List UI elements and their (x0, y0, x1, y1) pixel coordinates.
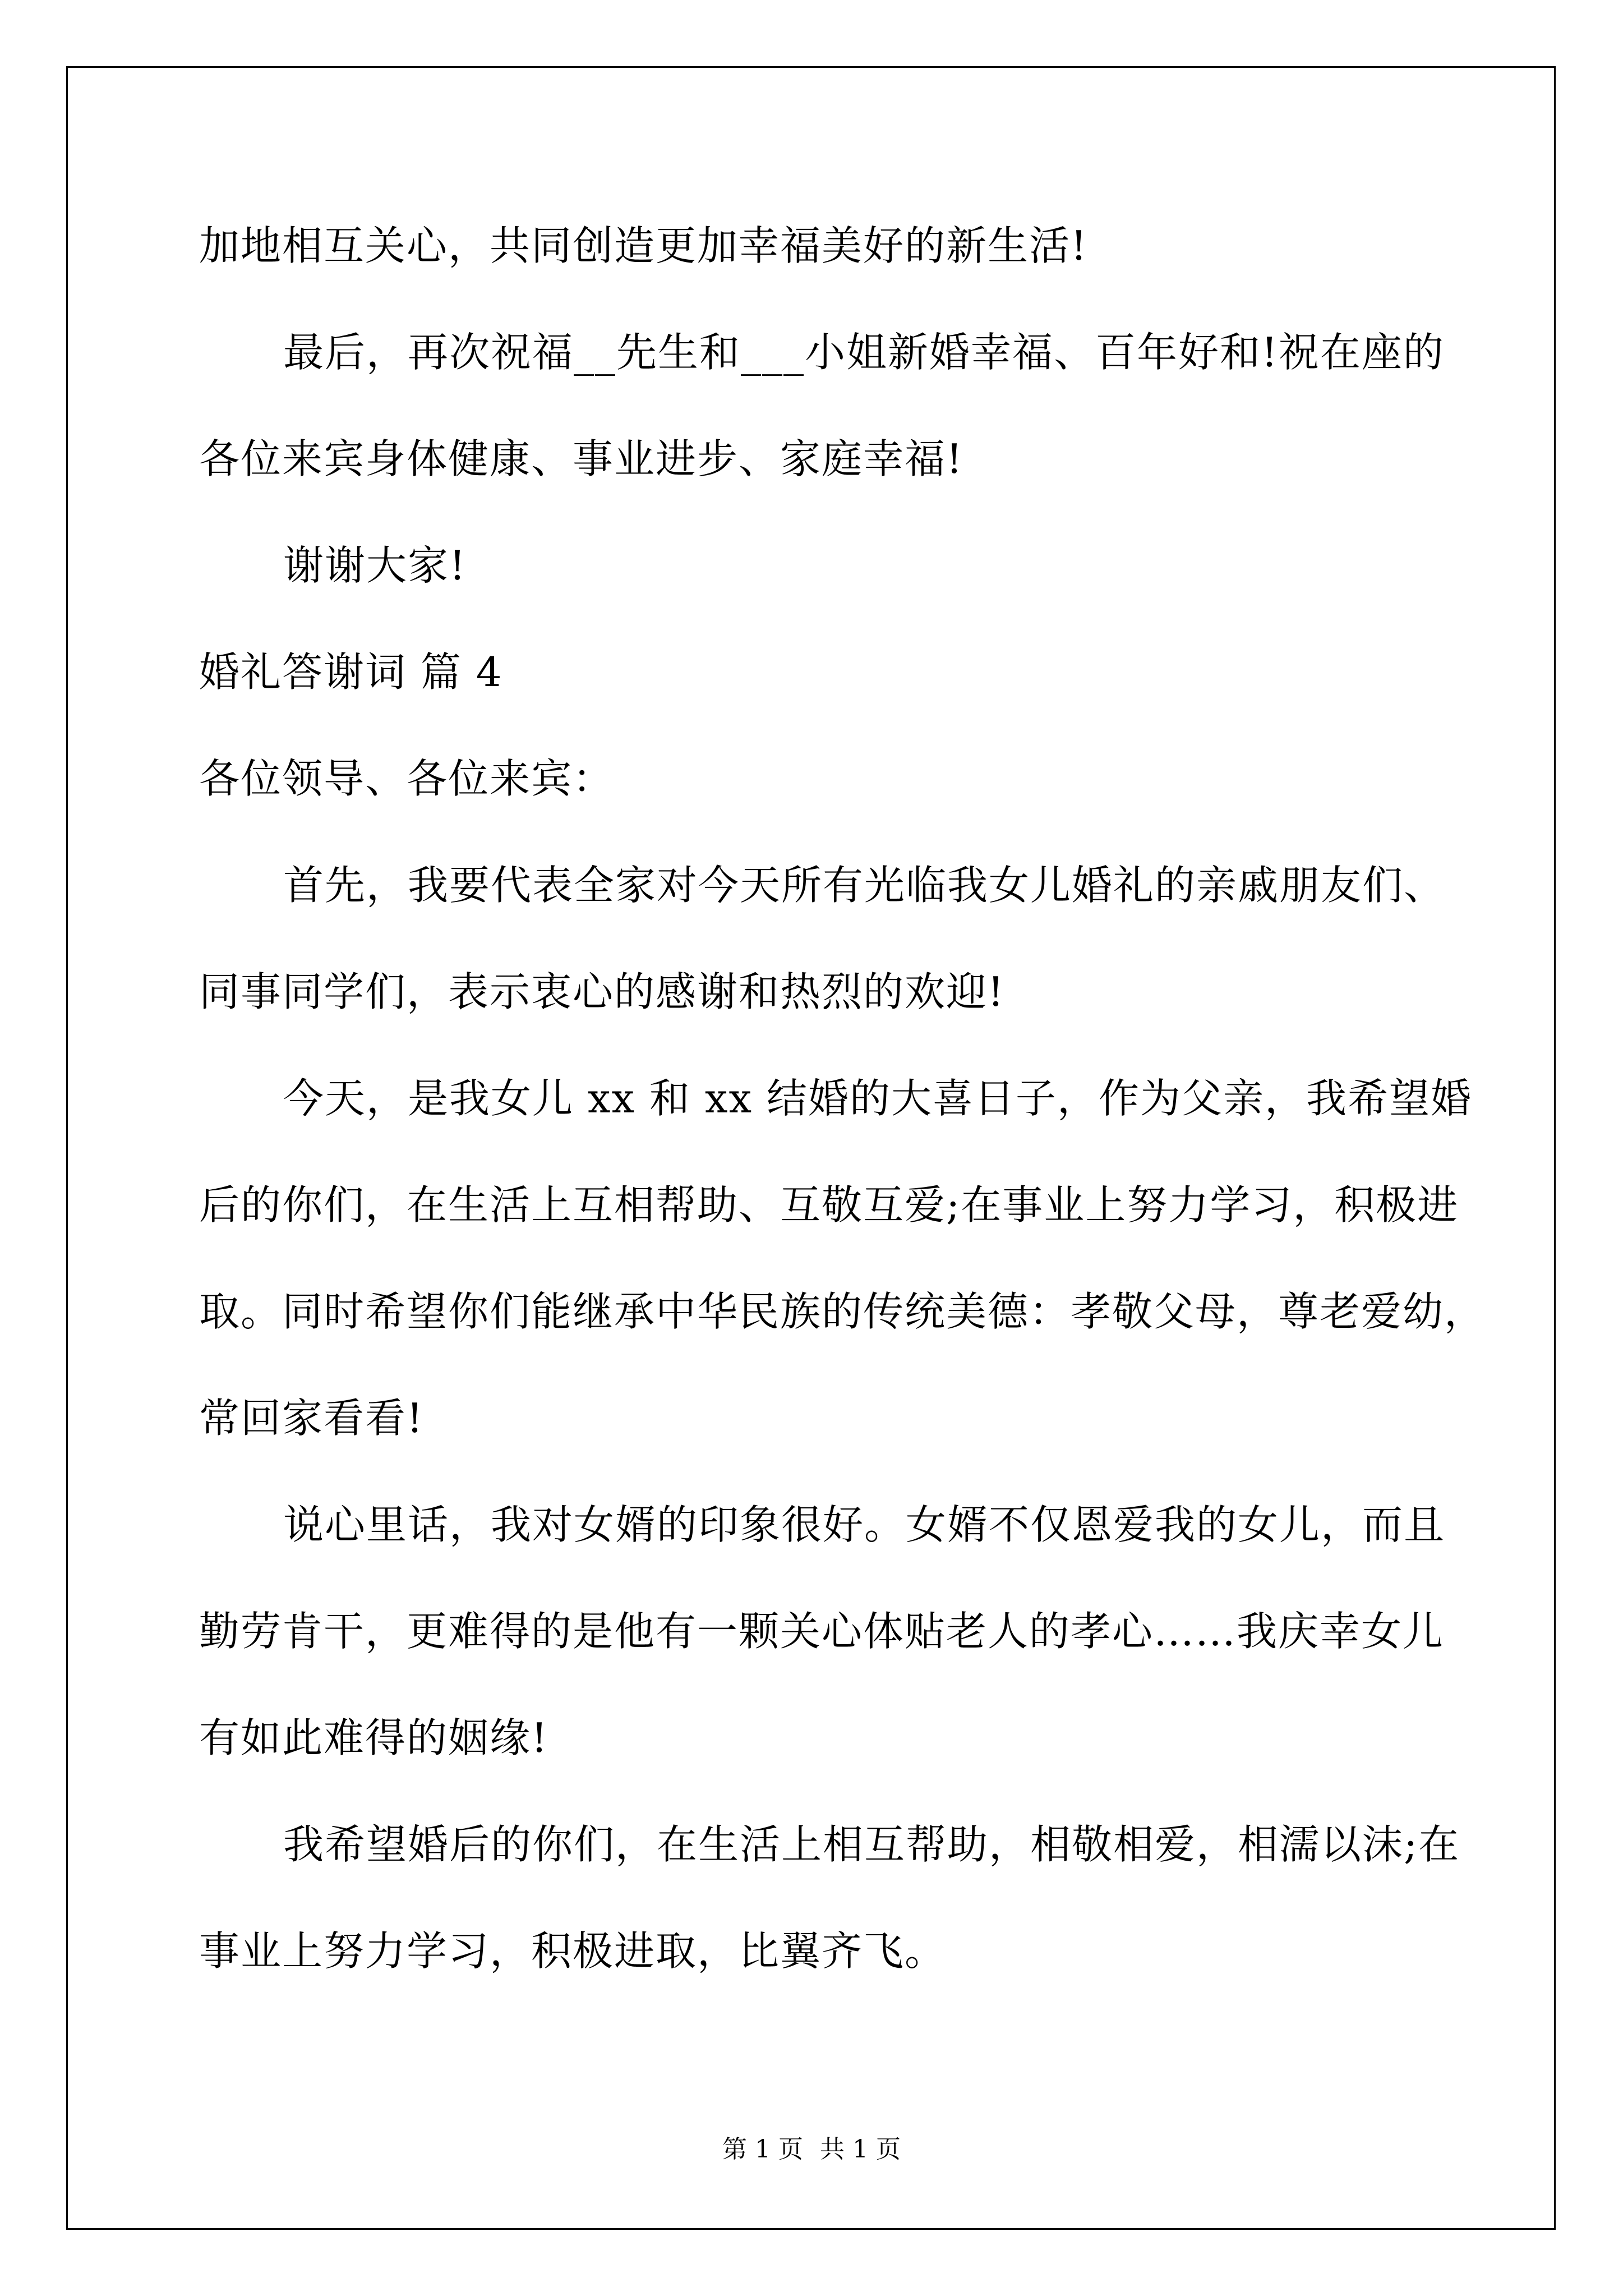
paragraph-line: 我希望婚后的你们，在生活上相互帮助，相敬相爱，相濡以沫;在 (283, 1821, 1460, 1868)
paragraph-line: 谢谢大家! (283, 542, 467, 589)
paragraph-line: 今天，是我女儿 xx 和 xx 结婚的大喜日子，作为父亲，我希望婚 (283, 1075, 1472, 1122)
paragraph-line: 同事同学们，表示衷心的感谢和热烈的欢迎! (199, 968, 1005, 1015)
paragraph-line: 各位来宾身体健康、事业进步、家庭幸福! (199, 435, 963, 482)
paragraph-line: 加地相互关心，共同创造更加幸福美好的新生活! (199, 222, 1088, 269)
section-heading: 婚礼答谢词 篇 4 (199, 648, 503, 696)
paragraph-line: 后的你们，在生活上互相帮助、互敬互爱;在事业上努力学习，积极进 (199, 1181, 1459, 1228)
paragraph-line: 勤劳肯干，更难得的是他有一颗关心体贴老人的孝心……我庆幸女儿 (199, 1608, 1445, 1655)
salutation: 各位领导、各位来宾： (199, 755, 615, 802)
paragraph-line: 常回家看看! (199, 1395, 424, 1442)
paragraph-line: 有如此难得的姻缘! (199, 1714, 548, 1761)
paragraph-line: 首先，我要代表全家对今天所有光临我女儿婚礼的亲戚朋友们、 (283, 862, 1446, 909)
page-border (66, 66, 1556, 2230)
paragraph-line: 取。同时希望你们能继承中华民族的传统美德：孝敬父母，尊老爱幼， (199, 1288, 1486, 1335)
page-number-total: 共 1 页 (820, 2135, 901, 2164)
paragraph-line: 事业上努力学习，积极进取，比翼齐飞。 (199, 1927, 947, 1975)
paragraph-line: 最后，再次祝福__先生和___小姐新婚幸福、百年好和!祝在座的 (283, 329, 1445, 376)
page-footer (0, 2133, 1623, 2166)
paragraph-line: 说心里话，我对女婿的印象很好。女婿不仅恩爱我的女儿，而且 (283, 1501, 1446, 1548)
page-number-current: 第 1 页 (722, 2135, 803, 2164)
